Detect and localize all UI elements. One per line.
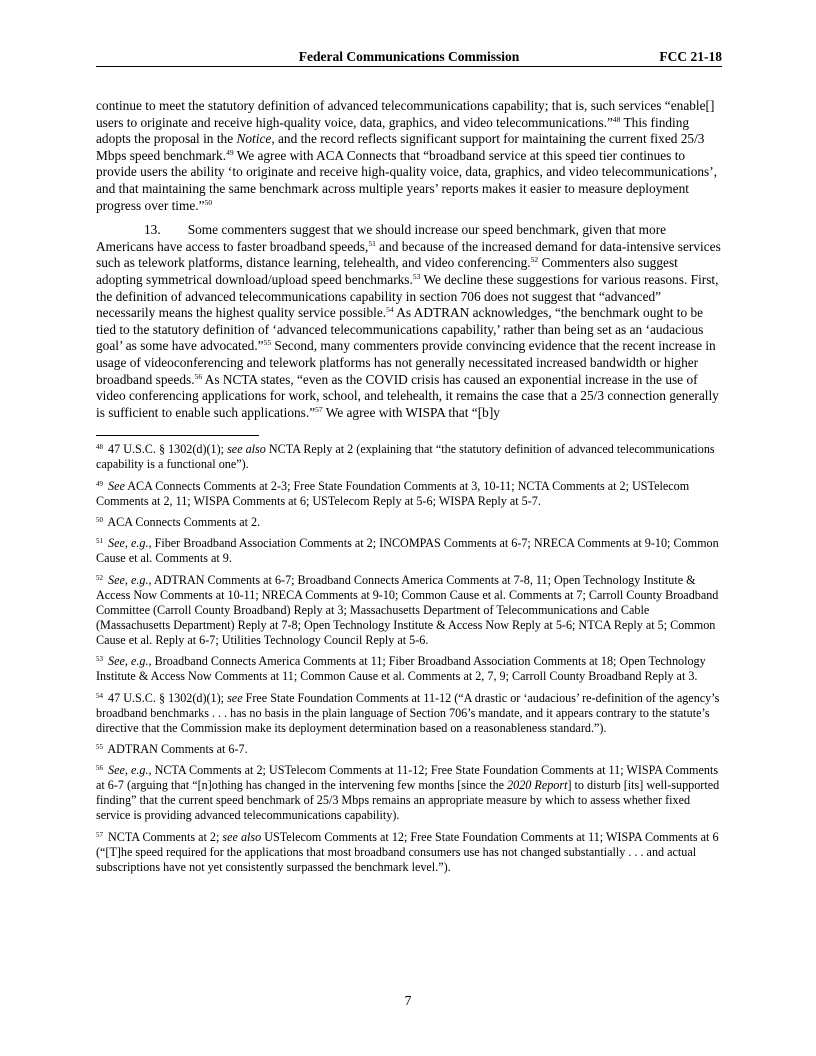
footnote-ref[interactable]: 55 [263,338,272,348]
body-text [96,98,722,421]
footnote: $^{52}$ See, e.g., ADTRAN Comments at 6-7; Broadband Connects America Comments at 7-8, 11; Open Technology Institute & Access Now Comments at 10-11; NRECA Comments at 9-10; Common Cause et al. Comments at 7; Carroll County Broadband Committee (Carroll County Broadband) Reply at 3; Massachusetts Department of Telecommunications and Cable (Massachusetts Department) Reply at 7-8; Open Technology Institute & Access Now Reply at 5-6; NTCA Reply at 5; Common Cause et al. Reply at 6-7; Utilities Technology Council Reply at 5-6. [96,572,719,647]
page-number: 7 [404,993,412,1008]
footnote: $^{50}$ ACA Connects Comments at 2. [96,515,261,530]
paragraph-13: 13. Some commenters suggest that we should increase our speed benchmark, given that more Americans have access to faster broadband speeds,$^{51}$ and because of the increased demand for data-intensive services such as telework platforms, distance learning, telehealth, and video conferencing.$^{52}$ Commenters also suggest adopting symmetrical download/upload speed benchmarks.$^{53}$ We decline these suggestions for various reasons. First, the definition of advanced telecommunications capability in section 706 does not suggest that “advanced” necessarily means the highest quality service possible.$^{54}$ As ADTRAN acknowledges, “the benchmark ought to be tied to the statutory definition of ‘advanced telecommunications capability,’ rather than being set as an ‘audacious goal’ as some have advocated.”$^{55}$ Second, many commenters provide convincing evidence that the recent increase in usage of videoconferencing and telework platforms has not generally necessitated increased bandwidth or higher broadband speeds.$^{56}$ As NCTA states, “even as the COVID crisis has caused an exponential increase in the use of video conferencing applications for work, school, and telehealth, it remains the case that a 25/3 connection generally is sufficient to enable such applications.”$^{57}$ We agree with WISPA that “[b]y [96,222,721,420]
footnote: $^{48}$ 47 U.S.C. § 1302(d)(1); see also NCTA Reply at 2 (explaining that “the statutory definition of advanced telecommunications capability is a functional one”). [96,442,715,472]
paragraph-continued: continue to meet the statutory definition of advanced telecommunications capability; that is, such services “enable[] users to originate and receive high-quality voice, data, graphics, and video telecommunications.”$^{48}$ This finding adopts the proposal in the Notice, and the record reflects significant support for maintaining the current fixed 25/3 Mbps speed benchmark.$^{49}$ We agree with ACA Connects that “broadband service at this speed tier continues to provide users the ability ‘to originate and receive high-quality voice, data, graphics, and video telecommunications’, and that maintaining the same benchmark across multiple years’ reports makes it easier to measure deployment progress over time.”$^{50}$ [96,98,718,213]
footnote-ref[interactable]: 50 [204,197,213,207]
footnote: $^{49}$ See ACA Connects Comments at 2-3; Free State Foundation Comments at 3, 10-11; NCTA Comments at 2; USTelecom Comments at 2, 11; WISPA Comments at 6; USTelecom Reply at 5-6; WISPA Reply at 5-7. [96,478,690,508]
footnote: $^{51}$ See, e.g., Fiber Broadband Association Comments at 2; INCOMPAS Comments at 6-7; NRECA Comments at 9-10; Common Cause et al. Comments at 9. [96,536,719,566]
footnote-ref[interactable]: 54 [386,305,394,315]
document-page [96,48,722,881]
footnote: $^{53}$ See, e.g., Broadband Connects America Comments at 11; Fiber Broadband Association Comments at 18; Open Technology Institute & Access Now Comments at 11; Common Cause et al. Comments at 2, 7, 9; Carroll County Broadband Reply at 3. [96,654,706,684]
header-title: Federal Communications Commission [298,49,520,64]
document-number: FCC 21-18 [659,49,722,64]
footnote: $^{57}$ NCTA Comments at 2; see also USTelecom Comments at 12; Free State Foundation Comments at 11; WISPA Comments at 6 (“[T]he speed required for the applications that most broadband consumers use has not changed substantially . . . and actual subscriptions have not yet consistently surpassed the benchmark level.”). [96,829,719,874]
footnote-ref[interactable]: 49 [226,147,234,157]
footnote: $^{56}$ See, e.g., NCTA Comments at 2; USTelecom Comments at 11-12; Free State Foundation Comments at 11; WISPA Comments at 6-7 (arguing that “[n]othing has changed in the intervening few months [since the 2020 Report] to disturb [its] well-supported finding” that the current speed benchmark of 25/3 Mbps remains an appropriate measure by which to assess whether fixed service is providing advanced telecommunications capability). [96,763,720,823]
footnote-separator [96,435,259,436]
footnote-ref[interactable]: 57 [315,404,323,414]
footnote: $^{55}$ ADTRAN Comments at 6-7. [96,742,248,757]
page-header [96,48,722,67]
footnote: $^{54}$ 47 U.S.C. § 1302(d)(1); see Free State Foundation Comments at 11-12 (“A drastic or ‘audacious’ re-definition of the agency’s broadband benchmarks . . . has no basis in the plain language of Section 706’s mandate, and it appears contrary to the statute’s directive that the Commission make its deployment determination based on a reasonableness standard.”). [96,690,720,735]
footnote-ref[interactable]: 51 [368,238,376,248]
footnote-ref[interactable]: 53 [412,271,421,281]
footnote-ref[interactable]: 48 [612,114,621,124]
footnotes [96,442,722,875]
footnote-ref[interactable]: 52 [530,255,539,265]
paragraph-number: 13. [144,222,161,238]
footnote-ref[interactable]: 56 [194,371,203,381]
